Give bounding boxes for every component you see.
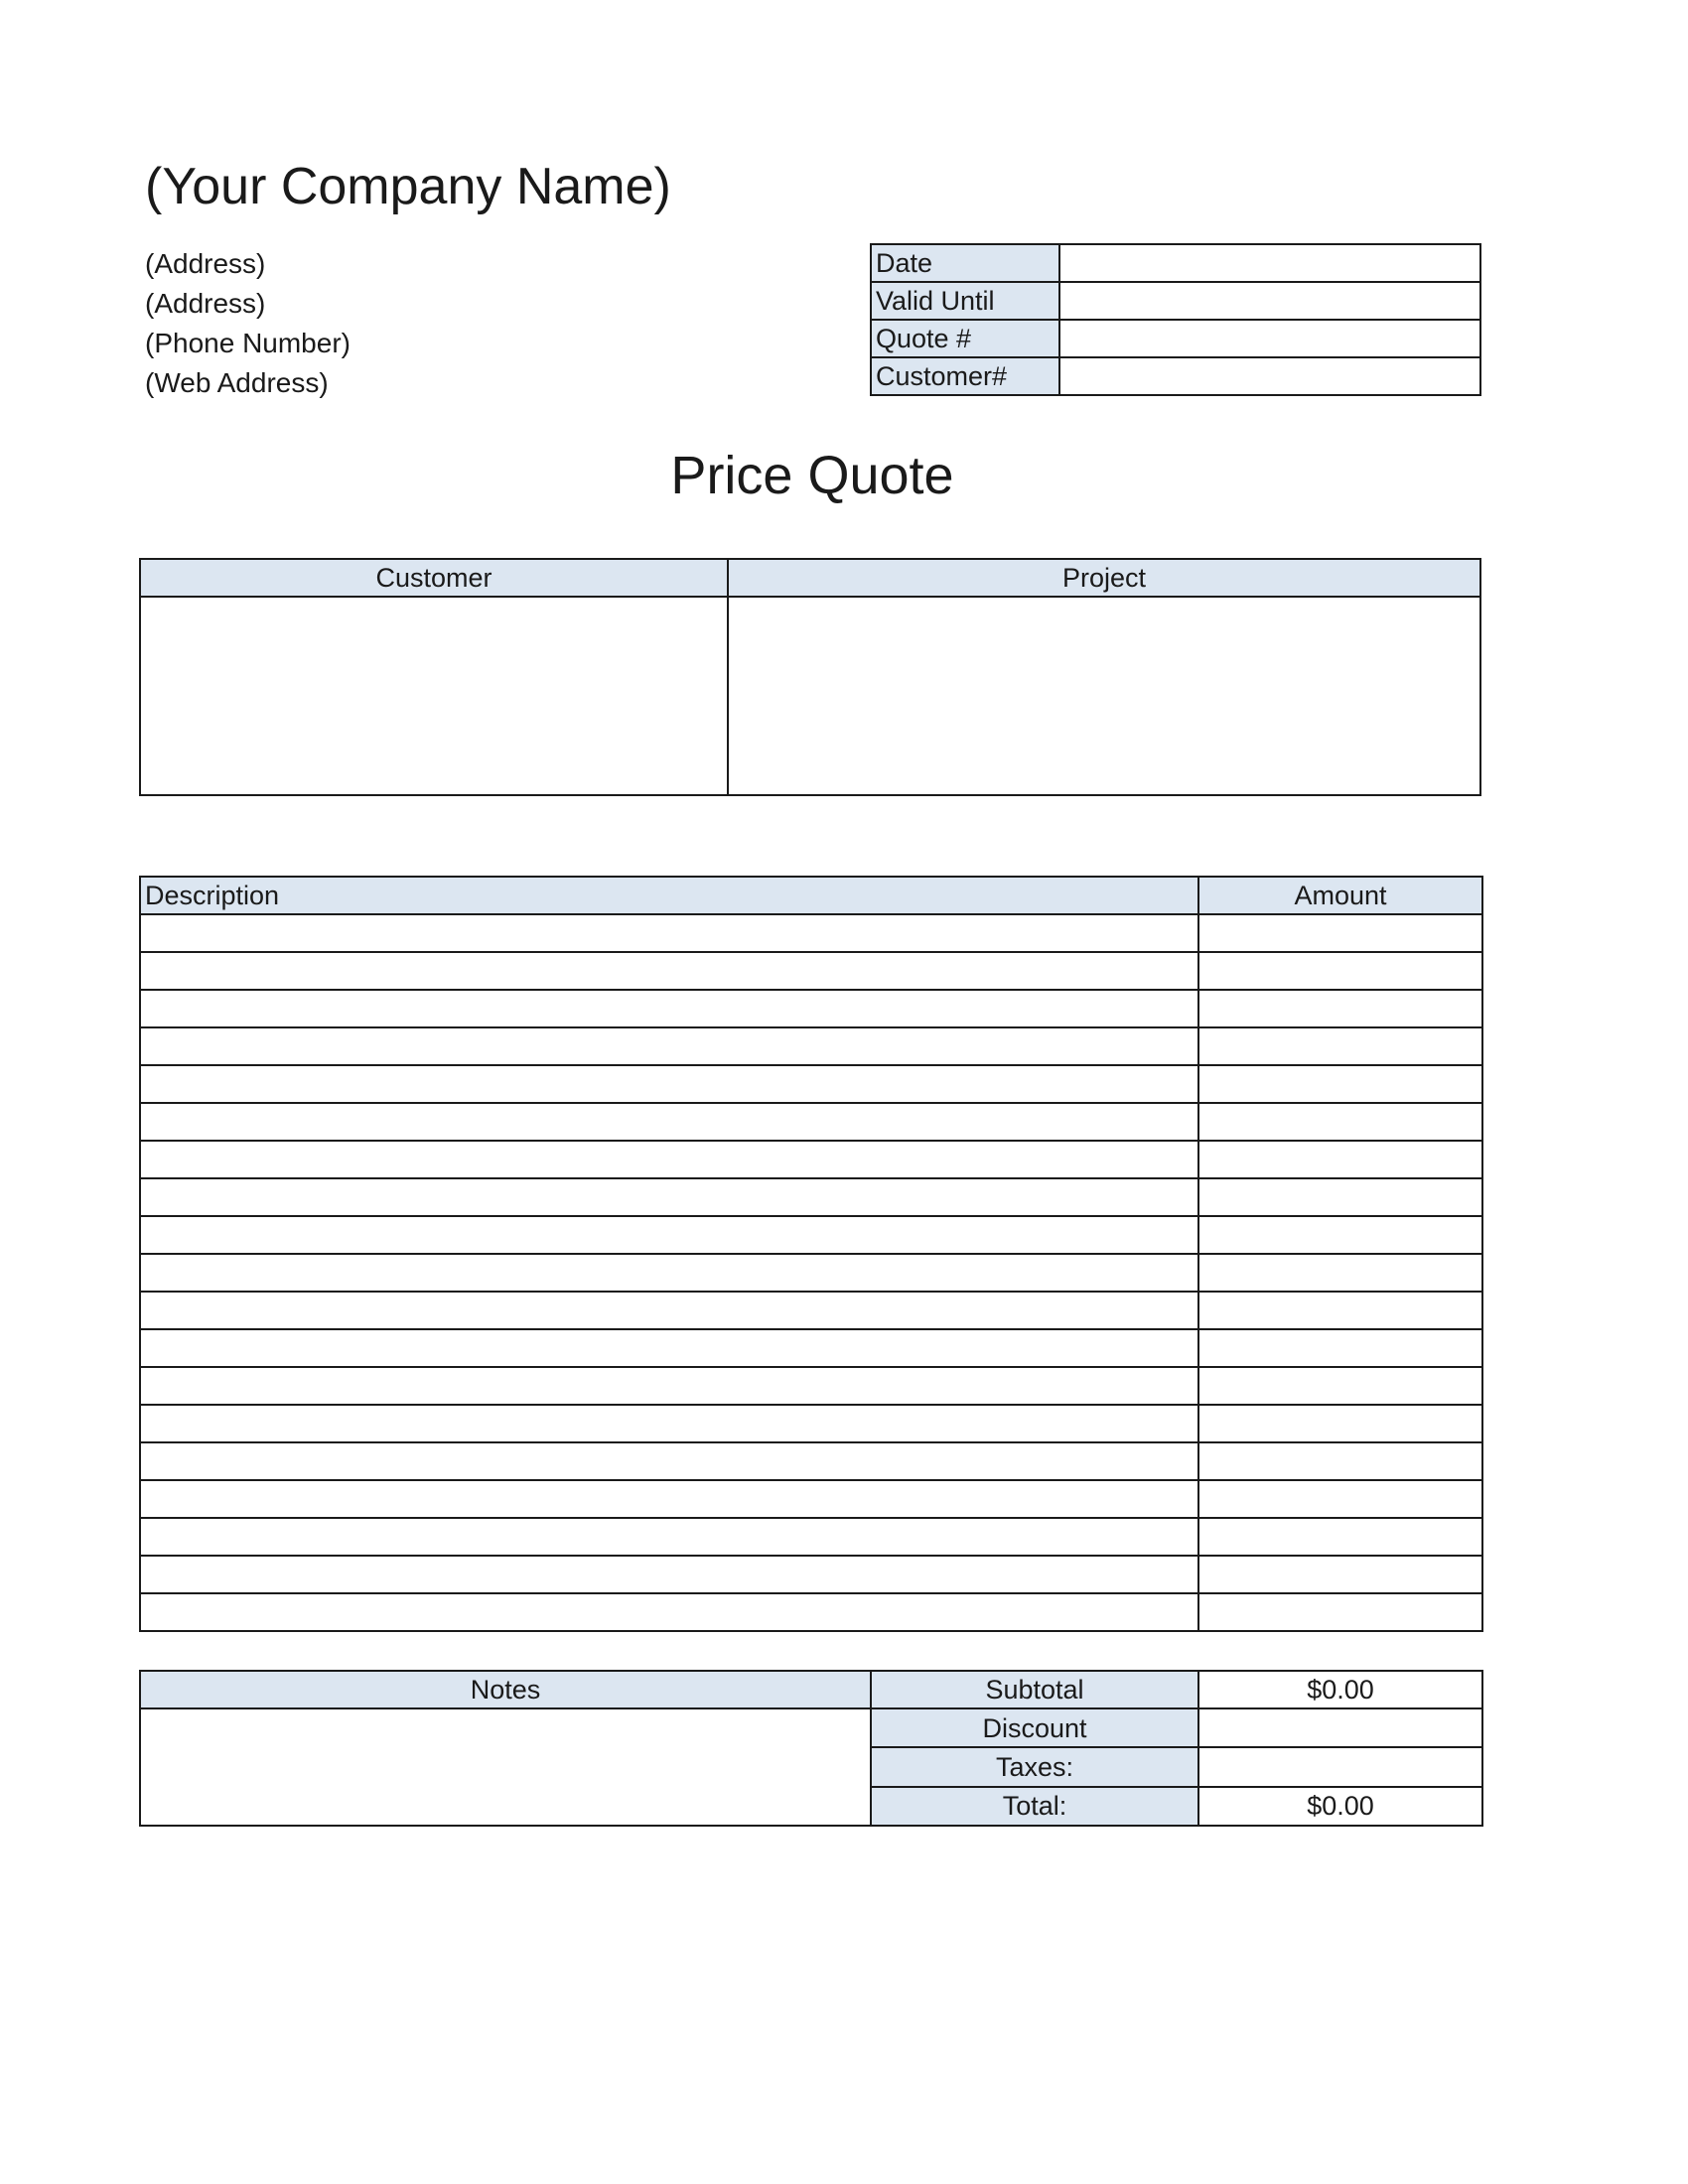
table-row	[140, 1556, 1482, 1593]
company-name: (Your Company Name)	[145, 158, 671, 215]
description-cell[interactable]	[140, 1518, 1198, 1556]
amount-cell[interactable]	[1198, 990, 1482, 1027]
total-value: $0.00	[1198, 1787, 1482, 1826]
amount-cell[interactable]	[1198, 1065, 1482, 1103]
description-cell[interactable]	[140, 990, 1198, 1027]
amount-cell[interactable]	[1198, 1518, 1482, 1556]
summary-table	[139, 1670, 1483, 1827]
amount-cell[interactable]	[1198, 1556, 1482, 1593]
discount-value[interactable]	[1198, 1708, 1482, 1747]
customer-number-label: Customer#	[871, 357, 1059, 395]
description-cell[interactable]	[140, 1216, 1198, 1254]
amount-cell[interactable]	[1198, 1329, 1482, 1367]
table-row	[140, 914, 1482, 952]
subtotal-label: Subtotal	[871, 1671, 1198, 1708]
table-row	[140, 1480, 1482, 1518]
subtotal-value: $0.00	[1198, 1671, 1482, 1708]
customer-project-table	[139, 558, 1481, 796]
amount-cell[interactable]	[1198, 1254, 1482, 1292]
description-header: Description	[140, 877, 1198, 914]
table-row	[140, 1216, 1482, 1254]
info-row-quote-number	[871, 320, 1480, 357]
description-cell[interactable]	[140, 1141, 1198, 1178]
phone-number-line: (Phone Number)	[145, 328, 351, 358]
amount-cell[interactable]	[1198, 1442, 1482, 1480]
table-row	[140, 990, 1482, 1027]
description-cell[interactable]	[140, 1405, 1198, 1442]
table-row	[140, 952, 1482, 990]
amount-cell[interactable]	[1198, 1027, 1482, 1065]
line-items-table	[139, 876, 1483, 1632]
amount-cell[interactable]	[1198, 1216, 1482, 1254]
description-cell[interactable]	[140, 952, 1198, 990]
quote-info-table	[870, 243, 1481, 396]
date-field[interactable]	[1059, 244, 1480, 282]
table-row	[140, 1027, 1482, 1065]
company-address-block	[145, 244, 351, 403]
discount-label: Discount	[871, 1708, 1198, 1747]
quote-number-field[interactable]	[1059, 320, 1480, 357]
description-cell[interactable]	[140, 1442, 1198, 1480]
description-cell[interactable]	[140, 914, 1198, 952]
quote-number-label: Quote #	[871, 320, 1059, 357]
description-cell[interactable]	[140, 1254, 1198, 1292]
amount-cell[interactable]	[1198, 1292, 1482, 1329]
table-row	[140, 1518, 1482, 1556]
amount-cell[interactable]	[1198, 1480, 1482, 1518]
amount-cell[interactable]	[1198, 1103, 1482, 1141]
project-field[interactable]	[728, 597, 1480, 795]
description-cell[interactable]	[140, 1027, 1198, 1065]
description-cell[interactable]	[140, 1556, 1198, 1593]
valid-until-label: Valid Until	[871, 282, 1059, 320]
table-row	[140, 1405, 1482, 1442]
table-row	[140, 1367, 1482, 1405]
customer-number-field[interactable]	[1059, 357, 1480, 395]
amount-header: Amount	[1198, 877, 1482, 914]
taxes-label: Taxes:	[871, 1747, 1198, 1786]
table-row	[140, 1254, 1482, 1292]
page-title: Price Quote	[670, 446, 954, 505]
total-label: Total:	[871, 1787, 1198, 1826]
notes-header: Notes	[140, 1671, 871, 1708]
amount-cell[interactable]	[1198, 1178, 1482, 1216]
amount-cell[interactable]	[1198, 914, 1482, 952]
info-row-valid-until	[871, 282, 1480, 320]
table-row	[140, 1065, 1482, 1103]
notes-field[interactable]	[140, 1708, 871, 1826]
table-row	[140, 1593, 1482, 1631]
description-cell[interactable]	[140, 1065, 1198, 1103]
amount-cell[interactable]	[1198, 1405, 1482, 1442]
amount-cell[interactable]	[1198, 952, 1482, 990]
amount-cell[interactable]	[1198, 1593, 1482, 1631]
info-row-date	[871, 244, 1480, 282]
description-cell[interactable]	[140, 1593, 1198, 1631]
description-cell[interactable]	[140, 1329, 1198, 1367]
table-row	[140, 1178, 1482, 1216]
description-cell[interactable]	[140, 1367, 1198, 1405]
project-header: Project	[728, 559, 1480, 597]
table-row	[140, 1329, 1482, 1367]
info-row-customer-number	[871, 357, 1480, 395]
customer-header: Customer	[140, 559, 728, 597]
description-cell[interactable]	[140, 1480, 1198, 1518]
taxes-value[interactable]	[1198, 1747, 1482, 1786]
table-row	[140, 1442, 1482, 1480]
customer-field[interactable]	[140, 597, 728, 795]
address-line-2: (Address)	[145, 288, 266, 319]
amount-cell[interactable]	[1198, 1141, 1482, 1178]
table-row	[140, 1141, 1482, 1178]
date-label: Date	[871, 244, 1059, 282]
valid-until-field[interactable]	[1059, 282, 1480, 320]
web-address-line: (Web Address)	[145, 367, 329, 398]
table-row	[140, 1103, 1482, 1141]
description-cell[interactable]	[140, 1103, 1198, 1141]
address-line-1: (Address)	[145, 248, 266, 279]
amount-cell[interactable]	[1198, 1367, 1482, 1405]
description-cell[interactable]	[140, 1292, 1198, 1329]
table-row	[140, 1292, 1482, 1329]
description-cell[interactable]	[140, 1178, 1198, 1216]
